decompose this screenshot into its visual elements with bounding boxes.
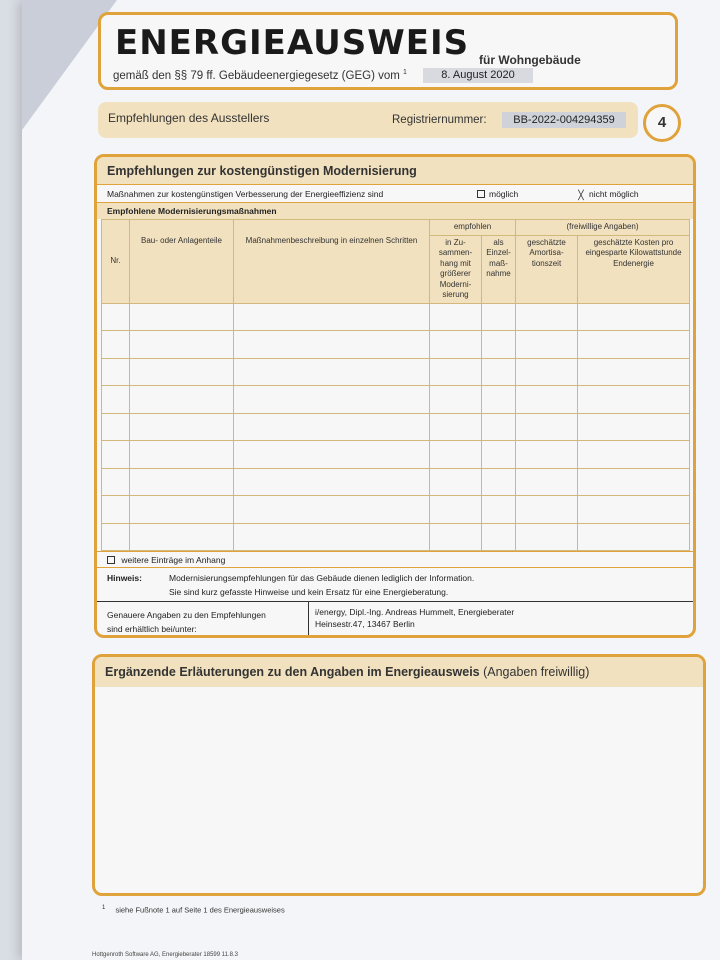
table-cell[interactable] — [516, 523, 578, 551]
table-row — [102, 468, 690, 496]
table-cell[interactable] — [430, 413, 482, 441]
table-cell[interactable] — [516, 468, 578, 496]
legal-reference — [113, 69, 407, 82]
table-cell[interactable] — [482, 523, 516, 551]
table-cell[interactable] — [234, 413, 430, 441]
table-cell[interactable] — [578, 303, 690, 331]
table-row — [102, 358, 690, 386]
contact-label-line-1: Genauere Angaben zu den Empfehlungen — [107, 610, 266, 620]
option-possible — [477, 189, 518, 199]
option-not-possible — [577, 189, 639, 200]
table-cell[interactable] — [130, 496, 234, 524]
table-cell[interactable] — [516, 331, 578, 359]
table-cell[interactable] — [430, 523, 482, 551]
col-zusammenhang: in Zu- sammen- hang mit größerer Moderni- sierung — [430, 235, 482, 303]
table-cell[interactable] — [130, 358, 234, 386]
option-possible-label: möglich — [489, 189, 519, 199]
hinweis-line-2: Sie sind kurz gefasste Hinweise und kein Ersatz für eine Energieberatung. — [169, 587, 449, 597]
table-cell[interactable] — [102, 386, 130, 414]
table-cell[interactable] — [234, 303, 430, 331]
table-cell[interactable] — [130, 413, 234, 441]
erlaeuterungen-title-suffix: (Angaben freiwillig) — [483, 665, 590, 679]
table-cell[interactable] — [482, 358, 516, 386]
table-cell[interactable] — [578, 468, 690, 496]
table-cell[interactable] — [234, 523, 430, 551]
table-cell[interactable] — [482, 496, 516, 524]
erlaeuterungen-title-main: Ergänzende Erläuterungen zu den Angaben im Energieausweis — [105, 665, 480, 679]
document-title: ENERGIEAUSWEIS — [115, 23, 470, 63]
group-freiwillig: (freiwillige Angaben) — [516, 220, 690, 236]
table-cell[interactable] — [102, 468, 130, 496]
col-beschreibung: Maßnahmenbeschreibung in einzelnen Schritten — [234, 220, 430, 304]
table-cell[interactable] — [234, 386, 430, 414]
table-cell[interactable] — [430, 468, 482, 496]
table-cell[interactable] — [130, 441, 234, 469]
footnote — [102, 905, 285, 915]
table-cell[interactable] — [516, 303, 578, 331]
registration-number: BB-2022-004294359 — [502, 112, 626, 128]
table-cell[interactable] — [482, 303, 516, 331]
page-number-badge: 4 — [643, 104, 681, 142]
table-cell[interactable] — [234, 468, 430, 496]
modernisierung-section — [94, 154, 696, 638]
checkbox-possible[interactable] — [477, 190, 485, 198]
col-nr: Nr. — [102, 220, 130, 304]
table-cell[interactable] — [482, 413, 516, 441]
erlaeuterungen-section — [92, 654, 706, 896]
table-cell[interactable] — [430, 331, 482, 359]
law-date: 8. August 2020 — [423, 68, 533, 83]
contact-label — [97, 602, 309, 638]
table-cell[interactable] — [130, 523, 234, 551]
table-row — [102, 496, 690, 524]
table-cell[interactable] — [130, 303, 234, 331]
aussteller-bar — [98, 102, 638, 138]
software-note: Hottgenroth Software AG, Energieberater 18599 11.8.3 — [92, 952, 238, 958]
table-cell[interactable] — [578, 413, 690, 441]
table-cell[interactable] — [102, 303, 130, 331]
table-row — [102, 413, 690, 441]
contact-details — [315, 606, 514, 630]
table-cell[interactable] — [578, 441, 690, 469]
col-bauteile: Bau- oder Anlagenteile — [130, 220, 234, 304]
table-cell[interactable] — [482, 468, 516, 496]
checkbox-not-possible[interactable]: ╳ — [578, 190, 584, 200]
table-cell[interactable] — [130, 468, 234, 496]
table-cell[interactable] — [516, 496, 578, 524]
table-cell[interactable] — [234, 496, 430, 524]
contact-block — [97, 601, 693, 638]
table-cell[interactable] — [130, 331, 234, 359]
table-row — [102, 386, 690, 414]
recommendations-table — [101, 219, 690, 551]
legal-text: gemäß den §§ 79 ff. Gebäudeenergiegesetz (GEG) vom — [113, 69, 400, 82]
table-cell[interactable] — [102, 441, 130, 469]
table-row — [102, 303, 690, 331]
table-cell[interactable] — [516, 386, 578, 414]
table-cell[interactable] — [516, 441, 578, 469]
empfohlene-label: Empfohlene Modernisierungsmaßnahmen — [97, 202, 693, 219]
table-cell[interactable] — [578, 331, 690, 359]
checkbox-weitere[interactable] — [107, 556, 115, 564]
table-cell[interactable] — [102, 413, 130, 441]
table-cell[interactable] — [482, 386, 516, 414]
contact-label-line-2: sind erhältlich bei/unter: — [107, 624, 197, 634]
table-cell[interactable] — [430, 441, 482, 469]
table-cell[interactable] — [234, 441, 430, 469]
col-kosten: geschätzte Kosten pro eingesparte Kilowattstunde Endenergie — [578, 235, 690, 303]
weitere-eintraege-row — [97, 551, 693, 567]
table-cell[interactable] — [516, 358, 578, 386]
contact-line-2: Heinsestr.47, 13467 Berlin — [315, 619, 415, 629]
col-einzel: als Einzel- maß- nahme — [482, 235, 516, 303]
document-subtitle: für Wohngebäude — [479, 53, 581, 67]
table-cell[interactable] — [102, 358, 130, 386]
table-cell[interactable] — [430, 386, 482, 414]
group-empfohlen: empfohlen — [430, 220, 516, 236]
table-cell[interactable] — [516, 413, 578, 441]
legal-footnote-mark: 1 — [403, 69, 407, 76]
table-cell[interactable] — [130, 386, 234, 414]
weitere-eintraege-label: weitere Einträge im Anhang — [121, 555, 226, 565]
table-cell[interactable] — [578, 496, 690, 524]
table-row — [102, 441, 690, 469]
massnahmen-row — [97, 184, 693, 202]
table-row — [102, 523, 690, 551]
header-box — [98, 12, 678, 90]
table-cell[interactable] — [430, 358, 482, 386]
contact-line-1: i/energy, Dipl.-Ing. Andreas Hummelt, Energieberater — [315, 607, 515, 617]
table-row — [102, 331, 690, 359]
footnote-mark: 1 — [102, 905, 106, 911]
table-cell[interactable] — [482, 331, 516, 359]
registration-label: Registriernummer: — [392, 114, 487, 126]
table-cell[interactable] — [482, 441, 516, 469]
massnahmen-text: Maßnahmen zur kostengünstigen Verbesserung der Energieeffizienz sind — [107, 189, 384, 199]
table-cell[interactable] — [578, 386, 690, 414]
table-cell[interactable] — [578, 523, 690, 551]
hinweis-label: Hinweis: — [107, 573, 142, 583]
table-cell[interactable] — [102, 496, 130, 524]
modernisierung-title: Empfehlungen zur kostengünstigen Modernisierung — [97, 157, 693, 184]
table-cell[interactable] — [578, 358, 690, 386]
table-cell[interactable] — [234, 331, 430, 359]
col-amortisation: geschätzte Amortisa- tionszeit — [516, 235, 578, 303]
table-cell[interactable] — [430, 303, 482, 331]
option-not-possible-label: nicht möglich — [589, 189, 639, 199]
table-cell[interactable] — [102, 331, 130, 359]
hinweis-line-1: Modernisierungsempfehlungen für das Gebäude dienen lediglich der Information. — [169, 573, 475, 583]
table-cell[interactable] — [234, 358, 430, 386]
footnote-text: siehe Fußnote 1 auf Seite 1 des Energieausweises — [115, 905, 285, 915]
table-cell[interactable] — [430, 496, 482, 524]
hinweis-block — [97, 567, 693, 601]
aussteller-label: Empfehlungen des Ausstellers — [108, 111, 270, 125]
erlaeuterungen-title — [95, 657, 703, 687]
table-cell[interactable] — [102, 523, 130, 551]
